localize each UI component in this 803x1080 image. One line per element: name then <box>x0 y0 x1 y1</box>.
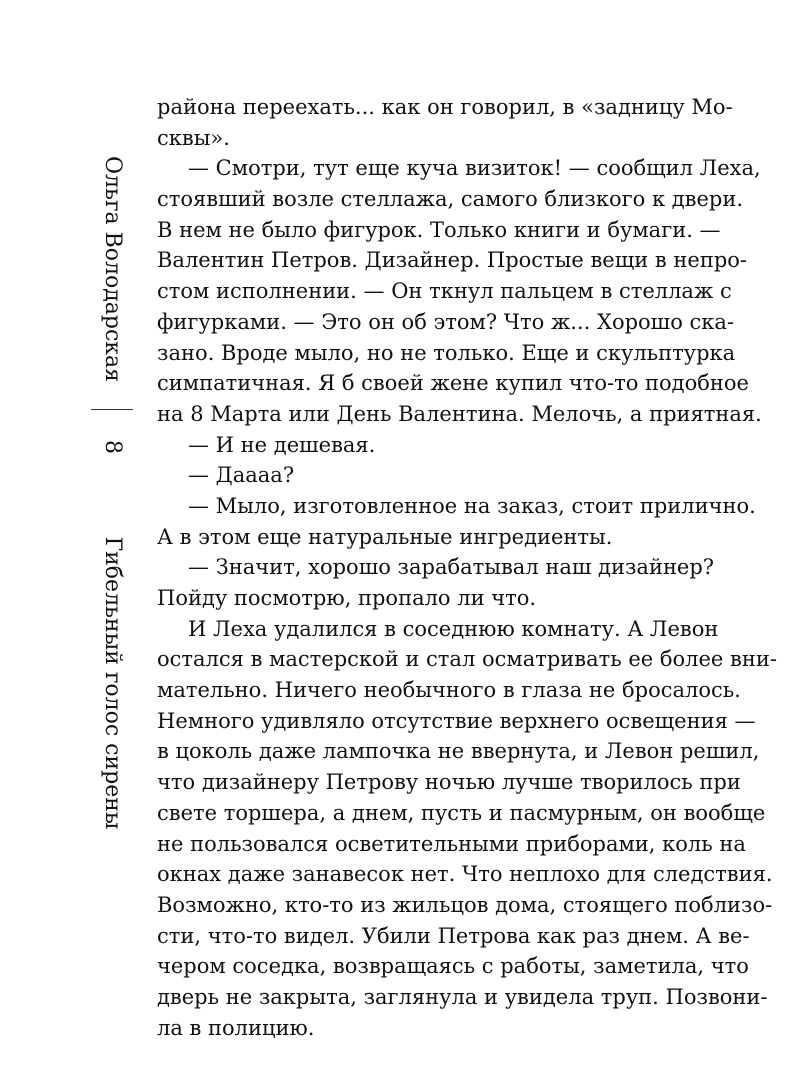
author-name: Ольга Володарская <box>100 155 125 383</box>
text-line: стом исполнении. — Он ткнул пальцем в стеллаж с <box>157 279 732 304</box>
text-line: зано. Вроде мыло, но не только. Еще и скульптурка <box>157 340 736 365</box>
body-text <box>157 92 777 1043</box>
text-line: мательно. Ничего необычного в глаза не бросалось. <box>157 678 741 703</box>
text-line: сти, что-то видел. Убили Петрова как раз днем. А ве- <box>157 923 750 948</box>
text-line: окнах даже занавесок нет. Что неплохо для следствия. <box>157 862 773 887</box>
text-line: стоявший возле стеллажа, самого близкого к двери. <box>157 187 744 212</box>
book-title: Гибельный голос сирены <box>100 536 125 830</box>
page-number: 8 <box>100 440 125 454</box>
text-line: не пользовался осветительными приборами, коль на <box>157 831 746 856</box>
text-line: в цоколь даже лампочка не ввернута, и Левон решил, <box>157 739 760 764</box>
text-line: чером соседка, возвращаясь с работы, заметила, что <box>157 954 749 979</box>
text-line: района переехать... как он говорил, в «задницу Мо- <box>157 95 733 119</box>
text-line: — Мыло, изготовленное на заказ, стоит прилично. <box>188 493 756 518</box>
text-line: свете торшера, а днем, пусть и пасмурным, он вообще <box>157 800 766 825</box>
text-line: сквы». <box>157 125 230 150</box>
text-line: на 8 Марта или День Валентина. Мелочь, а приятная. <box>157 401 762 426</box>
text-line: что дизайнеру Петрову ночью лучше творилось при <box>157 770 741 795</box>
text-line: симпатичная. Я б своей жене купил что-то подобное <box>157 371 749 396</box>
text-line: — Смотри, тут еще куча визиток! — сообщил Леха, <box>188 156 761 181</box>
text-line: И Леха удалился в соседнюю комнату. А Левон <box>188 616 719 641</box>
text-line: В нем не было фигурок. Только книги и бумаги. — <box>157 217 721 242</box>
text-line: — Даааа? <box>188 463 295 488</box>
text-line: — Значит, хорошо зарабатывал наш дизайнер? <box>188 555 715 580</box>
text-line: Валентин Петров. Дизайнер. Простые вещи в непро- <box>157 248 748 273</box>
text-line: дверь не закрыта, заглянула и увидела труп. Позвони- <box>157 984 768 1009</box>
text-line: ла в полицию. <box>157 1015 315 1040</box>
text-line: Немного удивляло отсутствие верхнего освещения — <box>157 708 756 733</box>
text-line: остался в мастерской и стал осматривать ее более вни- <box>157 647 777 672</box>
text-line: фигурками. — Это он об этом? Что ж... Хорошо ска- <box>157 309 735 334</box>
text-line: — И не дешевая. <box>188 432 376 457</box>
text-line: Пойду посмотрю, пропало ли что. <box>157 586 537 610</box>
text-line: А в этом еще натуральные ингредиенты. <box>157 524 613 549</box>
text-line: Возможно, кто-то из жильцов дома, стоящего поблизо- <box>157 892 773 917</box>
